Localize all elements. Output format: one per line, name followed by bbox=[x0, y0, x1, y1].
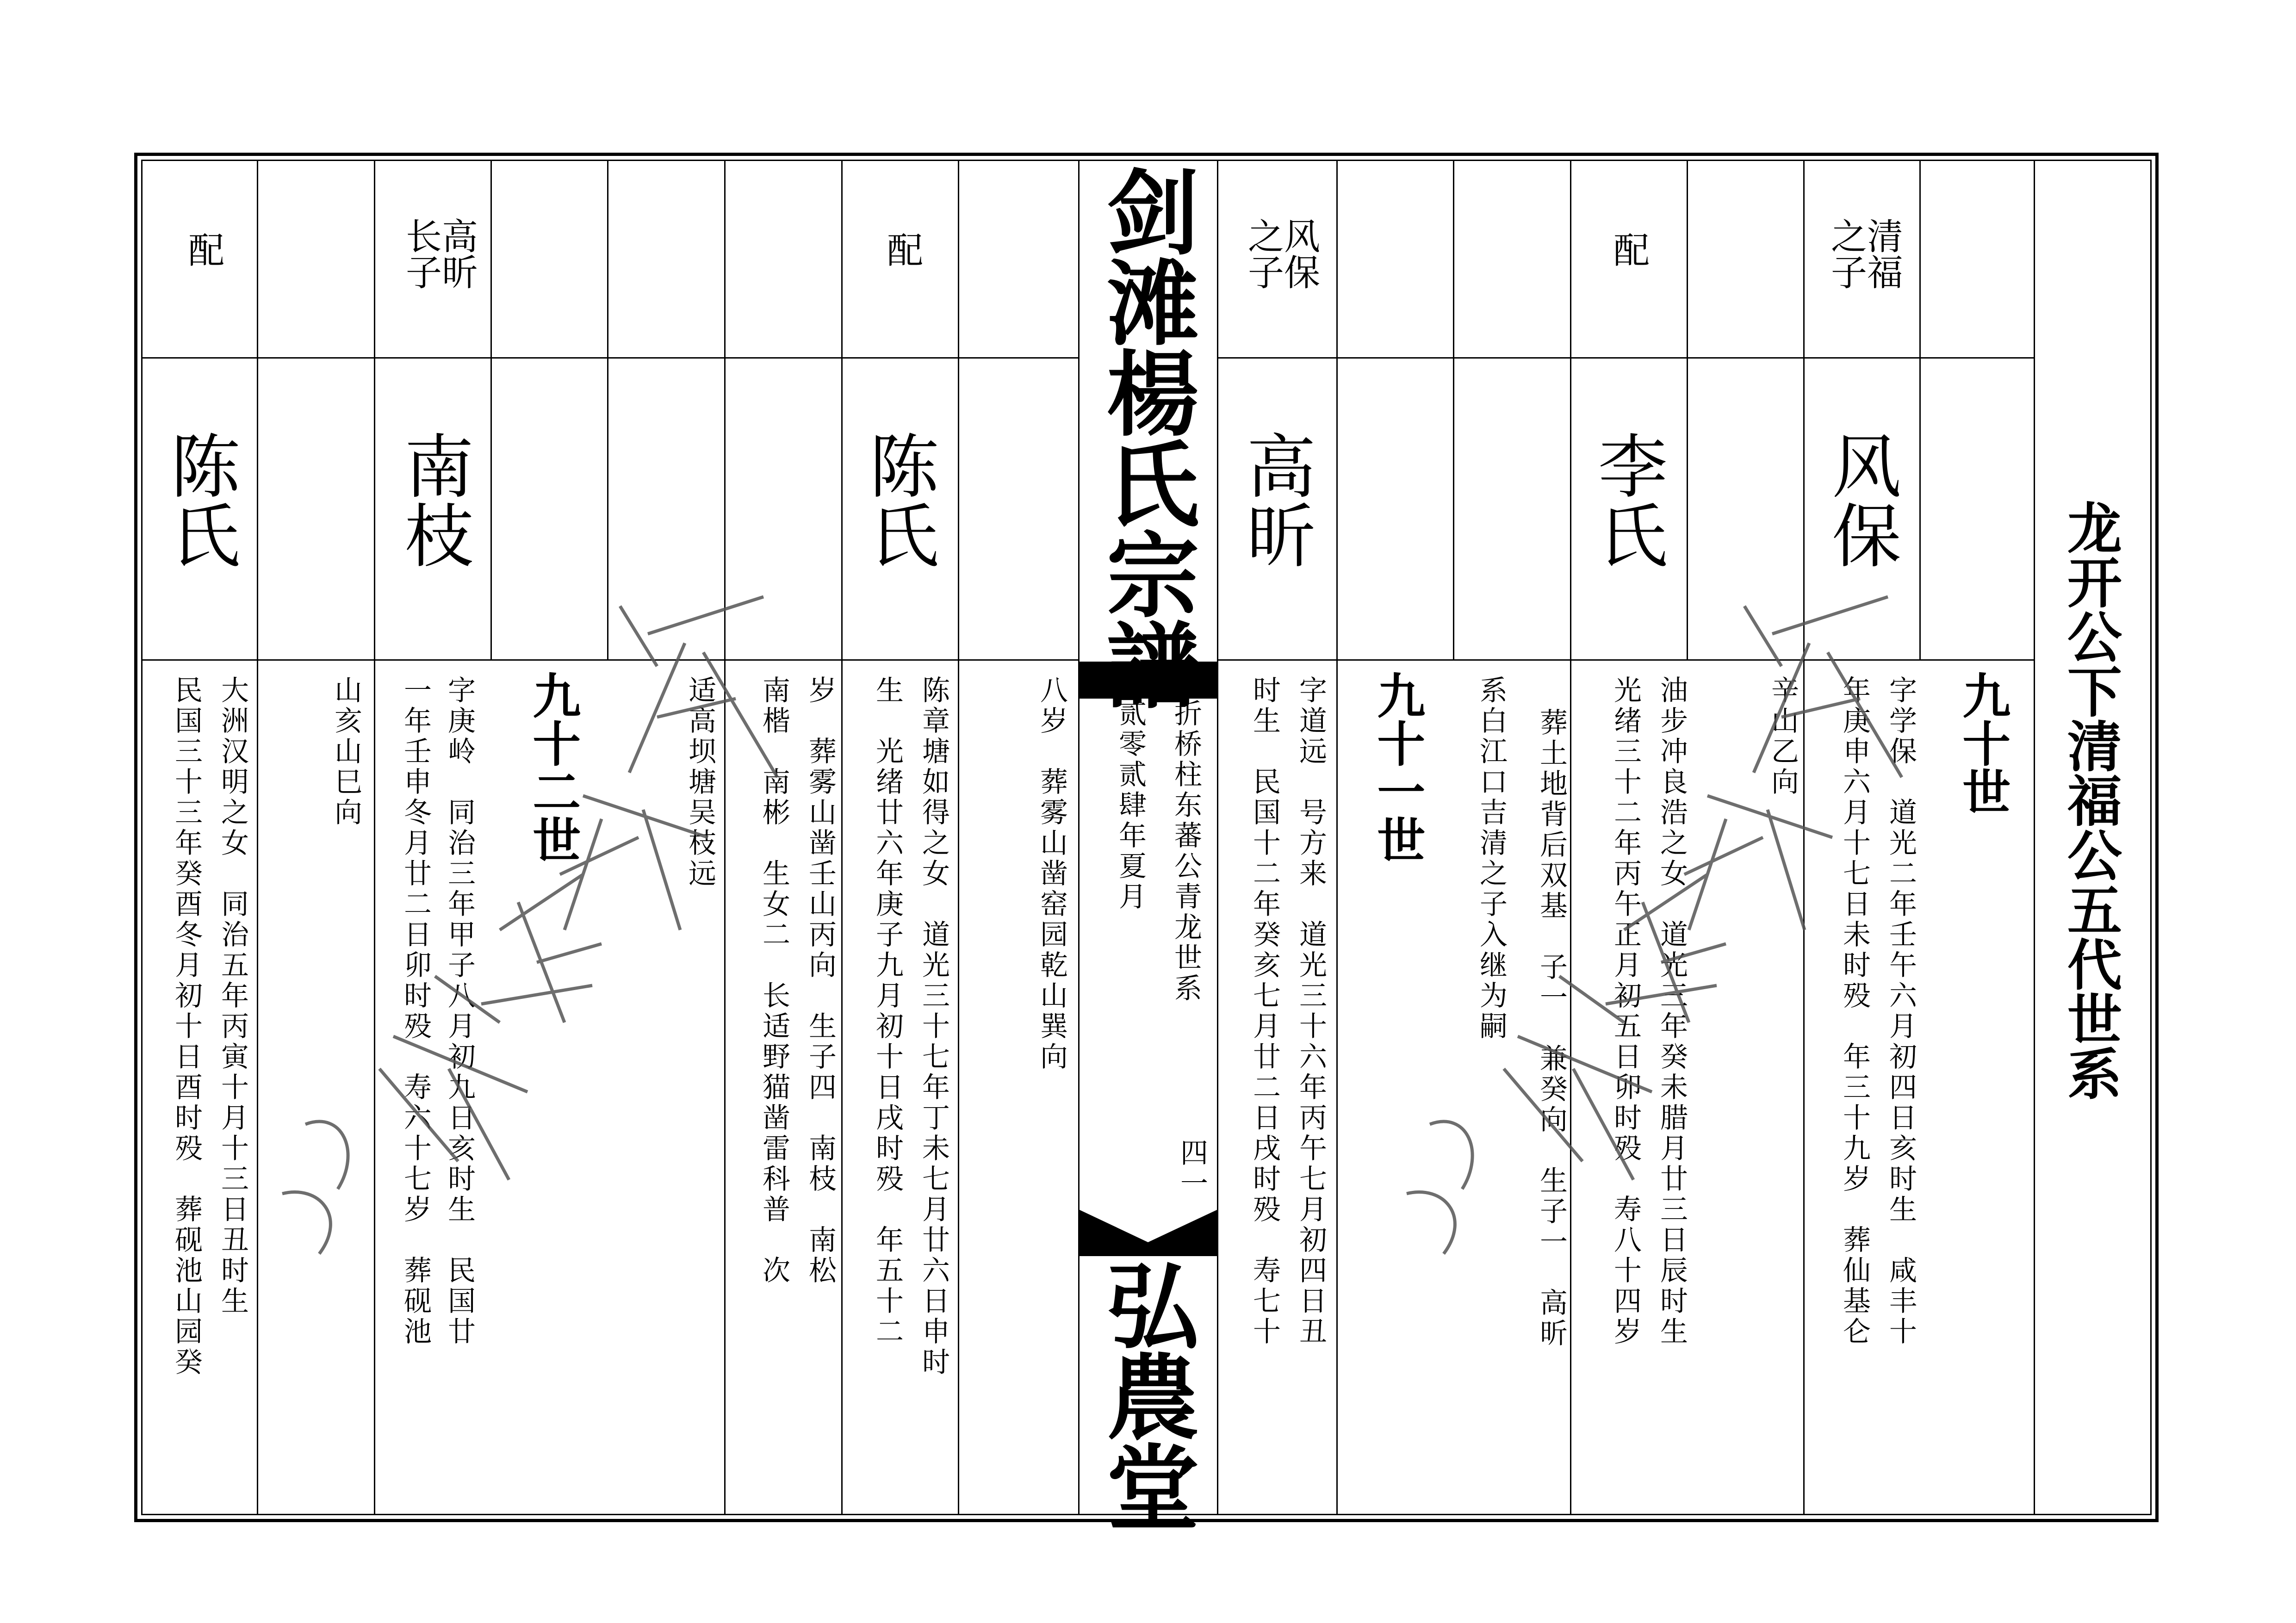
hall-name: 弘農堂 bbox=[1091, 1258, 1200, 1530]
col-divider bbox=[1919, 160, 1921, 659]
relation-label-chen2: 配 bbox=[182, 231, 224, 267]
entry-nanzhi-1: 字庚岭 同治三年甲子八月初九日亥时生 民国廿 bbox=[443, 675, 476, 1347]
col-divider bbox=[1217, 160, 1218, 1515]
row-divider-top-right bbox=[1217, 357, 2034, 359]
entry-gaoxin-3: 八岁 葬雾山凿窑园乾山巽向 bbox=[1036, 675, 1068, 1072]
col-divider bbox=[958, 160, 959, 1515]
col-divider bbox=[1803, 160, 1805, 1515]
entry-li-4: 系白江口吉清之子入继为嗣 bbox=[1475, 675, 1508, 1042]
person-name-nanzhi: 南枝 bbox=[392, 430, 473, 569]
row-divider-top bbox=[141, 357, 1080, 359]
entry-li-3: 葬土地背后双基 子一 兼癸向 生子一 高昕 bbox=[1535, 708, 1568, 1349]
edition-date: 贰零贰肆年夏月 bbox=[1114, 699, 1147, 912]
relation-label-nanzhi: 高昕 长子 bbox=[400, 217, 478, 290]
lineage-note: 折桥柱东蕃公青龙世系 bbox=[1170, 699, 1202, 1004]
col-divider bbox=[1453, 160, 1454, 659]
entry-li-2: 光绪三十二年丙午正月初五日卯时殁 寿八十四岁 bbox=[1609, 675, 1642, 1347]
col-divider bbox=[1078, 160, 1080, 1515]
section-title: 龙开公下清福公五代世系 bbox=[2058, 500, 2122, 1100]
col-divider bbox=[2034, 160, 2035, 1515]
entry-fengbao-3: 辛山乙向 bbox=[1767, 675, 1799, 798]
entry-li-1: 油步冲良浩之女 道光三年癸未腊月廿三日辰时生 bbox=[1656, 675, 1688, 1347]
col-divider bbox=[490, 160, 492, 659]
generation-92: 九十二世 bbox=[524, 671, 582, 863]
person-name-chen2: 陈氏 bbox=[159, 430, 239, 569]
page-number: 四一 bbox=[1176, 1138, 1208, 1199]
entry-fengbao-1: 字学保 道光二年壬午六月初四日亥时生 咸丰十 bbox=[1885, 675, 1917, 1347]
col-divider bbox=[1336, 160, 1338, 1515]
entry-chen1-4: 南楷 南彬 生女二 长适野猫凿雷科普 次 bbox=[758, 675, 790, 1286]
relation-label-li: 配 bbox=[1607, 231, 1649, 267]
entry-chen1-1: 陈章塘如得之女 道光三十七年丁未七月廿六日申时 bbox=[918, 675, 950, 1378]
entry-gaoxin-1: 字道远 号方来 道光三十六年丙午七月初四日丑 bbox=[1295, 675, 1327, 1347]
book-title: 剑滩楊氏宗譜 bbox=[1091, 164, 1200, 708]
col-divider bbox=[724, 160, 726, 1515]
entry-nanzhi-3: 山亥山巳向 bbox=[330, 675, 362, 828]
person-name-chen1: 陈氏 bbox=[857, 430, 938, 569]
entry-nanzhi-2: 一年壬申冬月廿二日卯时殁 寿六十七岁 葬砚池 bbox=[399, 675, 432, 1347]
col-divider bbox=[257, 160, 258, 1515]
col-divider bbox=[607, 160, 608, 659]
person-name-gaoxin: 高昕 bbox=[1235, 430, 1315, 569]
entry-chen2-2: 民国三十三年癸酉冬月初十日酉时殁 葬砚池山园癸 bbox=[170, 675, 203, 1378]
person-name-fengbao: 风保 bbox=[1820, 430, 1900, 569]
entry-chen1-3: 岁 葬雾山凿壬山丙向 生子四 南枝 南松 bbox=[804, 675, 837, 1286]
col-divider bbox=[1687, 160, 1688, 659]
person-name-li: 李氏 bbox=[1586, 430, 1667, 569]
row-divider-mid bbox=[141, 659, 1080, 661]
relation-label-chen1: 配 bbox=[881, 231, 923, 267]
entry-chen1-5: 适高坝塘吴枝远 bbox=[684, 675, 716, 889]
generation-91: 九十一世 bbox=[1369, 671, 1426, 863]
entry-fengbao-2: 年庚申六月十七日未时殁 年三十九岁 葬仙基仑 bbox=[1838, 675, 1871, 1347]
relation-label-gaoxin: 风保 之子 bbox=[1242, 217, 1320, 290]
col-divider bbox=[374, 160, 375, 1515]
row-divider-mid-right bbox=[1217, 659, 2034, 661]
entry-chen2-1: 大洲汉明之女 同治五年丙寅十月十三日丑时生 bbox=[217, 675, 249, 1317]
entry-chen1-2: 生 光绪廿六年庚子九月初十日戌时殁 年五十二 bbox=[871, 675, 904, 1347]
generation-90: 九十世 bbox=[1954, 671, 2011, 815]
spine-chevron-bottom bbox=[1080, 1210, 1217, 1256]
entry-gaoxin-2: 时生 民国十二年癸亥七月廿二日戌时殁 寿七十 bbox=[1248, 675, 1281, 1347]
relation-label-fengbao: 清福 之子 bbox=[1825, 217, 1903, 290]
